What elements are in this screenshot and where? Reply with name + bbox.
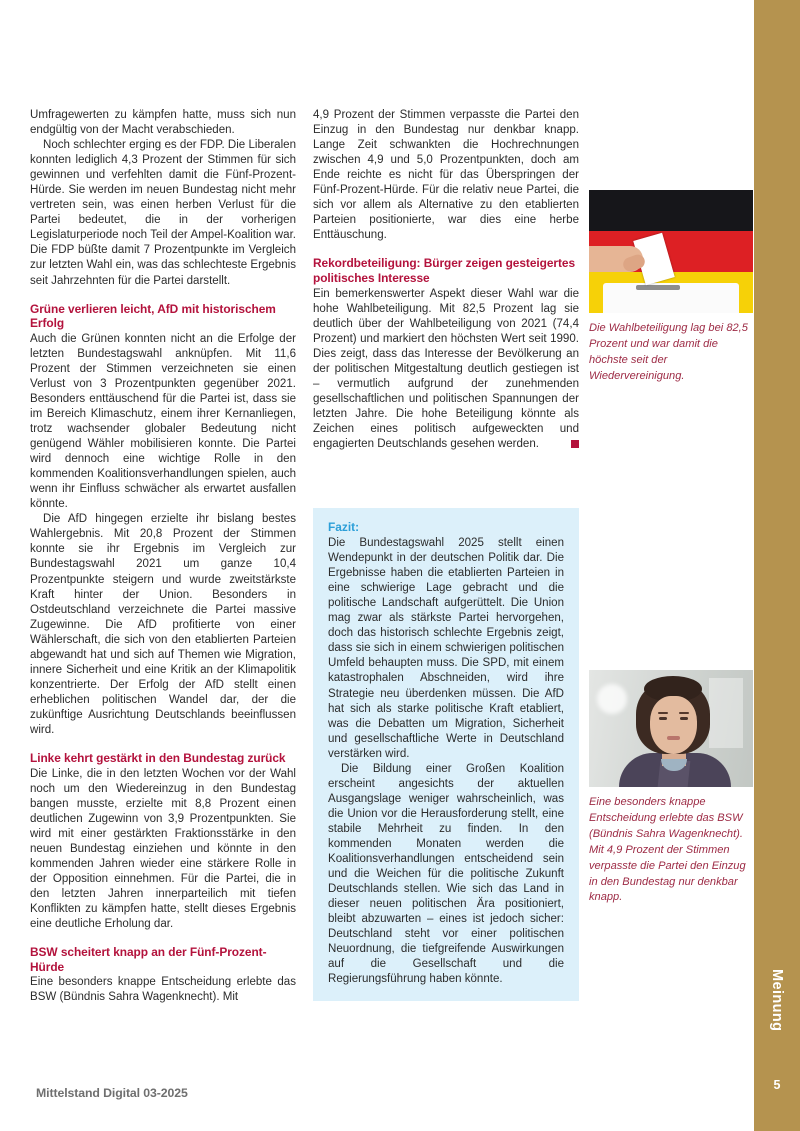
fazit-title: Fazit:	[328, 520, 360, 534]
sahra-wagenknecht-photo	[589, 670, 753, 787]
flag-stripe-black	[589, 190, 753, 231]
paragraph-fdp-intro: Umfragewerten zu kämpfen hatte, muss sich nun endgültig von der Macht verabschieden.	[30, 109, 296, 137]
heading-bsw: BSW scheitert knapp an der Fünf-Prozent-Hürde	[30, 945, 267, 974]
portrait-image-caption: Eine besonders knappe Entscheidung erlebte das BSW (Bündnis Sahra Wagenknecht). Mit 4,9 Prozent der Stimmen verpasste die Partei den Einzug in den Bundestag nur denkbar knapp.	[589, 796, 746, 904]
rail-ballot-block	[589, 190, 753, 385]
fazit-callout-box	[313, 508, 579, 1001]
square-end-icon	[571, 440, 579, 448]
paragraph-fdp: Noch schlechter erging es der FDP. Die Liberalen konnten lediglich 4,3 Prozent der Stimmen für sich gewinnen und verfehlten damit die Fünf-Prozent-Hürde. Sie werden im neuen Bundestag nicht mehr vertreten sein, was einen herben Verlust für die Partei bedeutet, die in der vorherigen Legislaturperiode noch Teil der Ampel-Koalition war. Die FDP büßte damit 7 Prozentpunkte im Vergleich zur letzten Wahl ein, was das schlechteste Ergebnis seit Jahrzehnten für die Partei darstellt.	[30, 139, 296, 287]
fazit-paragraph-1: Die Bundestagswahl 2025 stellt einen Wendepunkt in der deutschen Politik dar. Die Ergebnisse haben die etablierten Parteien in eine schwierige Lage gebracht und die politische Landschaft aufgerüttelt. Die Union mag zwar als stärkste Partei hervorgehen, doch das historisch schlechte Ergebnis zeigt, dass sie sich in einem schwierigen politischen Umfeld behaupten muss. Die SPD, mit einem katastrophalen Abschneiden, wird ihre Strategie neu überdenken müssen. Die AfD hat sich als starke politische Kraft etabliert, was die Debatten um Migration, Sicherheit und gesellschaftliche Werte in Deutschland verstärken wird.	[328, 537, 564, 760]
paragraph-bsw-continued: 4,9 Prozent der Stimmen verpasste die Partei den Einzug in den Bundestag nur denkbar knapp. Lange Zeit schwankten die Hochrechnungen zwischen 4,9 und 5,0 Prozentpunkten, doch am Ende reichte es nicht für das Überspringen der Fünf-Prozent-Hürde. Für die relativ neue Partei, die sich vor allem als Alternative zu den etablierten Parteien positionierte, war dies eine herbe Enttäuschung.	[313, 109, 579, 242]
portrait-lips	[667, 736, 680, 740]
section-tab-label: Meinung	[769, 968, 785, 1032]
portrait-bokeh-light	[597, 684, 627, 714]
portrait-eyebrow-right	[679, 712, 689, 714]
portrait-face	[650, 696, 697, 754]
heading-gruene-afd: Grüne verlieren leicht, AfD mit historischem Erfolg	[30, 301, 276, 331]
ballot-image-caption: Die Wahlbeteiligung lag bei 82,5 Prozent und war damit die höchste seit der Wiedervereinigung.	[589, 322, 748, 382]
german-flag-ballot-image	[589, 190, 753, 313]
article-column-right	[313, 108, 579, 452]
ballot-slot-shape	[636, 285, 680, 290]
portrait-eyebrow-left	[658, 712, 668, 714]
portrait-eye-right	[680, 717, 688, 720]
paragraph-bsw: Eine besonders knappe Entscheidung erlebte das BSW (Bündnis Sahra Wagenknecht). Mit	[30, 976, 296, 1004]
paragraph-linke: Die Linke, die in den letzten Wochen vor der Wahl noch um den Wiedereinzug in den Bundestag bangen musste, erzielte mit 8,8 Prozent einen deutlichen Zugewinn von 3,9 Prozentpunkten. Sie wird mit einer gestärkten Fraktionsstärke in den neuen Bundestag einziehen und könnte in den kommenden Jahren wieder eine stärkere Rolle in der Opposition einnehmen. Für die Partei, die in den letzten Jahren innerparteilich mit tiefen Konflikten zu kämpfen hatte, stellt dieses Ergebnis eine deutliche Erholung dar.	[30, 767, 296, 931]
rail-portrait-block	[589, 670, 753, 906]
article-column-left	[30, 108, 296, 1005]
footer-publication-label: Mittelstand Digital 03-2025	[36, 1086, 188, 1100]
section-tab-page-number: 5	[773, 1078, 781, 1092]
heading-linke: Linke kehrt gestärkt in den Bundestag zurück	[30, 751, 286, 766]
portrait-window-light	[709, 678, 743, 748]
heading-rekordbeteiligung: Rekordbeteiligung: Bürger zeigen gesteigertes politisches Interesse	[313, 256, 576, 286]
paragraph-rekordbeteiligung: Ein bemerkenswerter Aspekt dieser Wahl war die hohe Wahlbeteiligung. Mit 82,5 Prozent lag sie deutlich über der Wahlbeteiligung von 2021 (74,4 Prozent) und markiert den höchsten Wert seit 1990. Dies zeigt, dass das Interesse der Bevölkerung an der politischen Mitgestaltung deutlich gestiegen ist – vermutlich aufgrund der zunehmenden gesellschaftlichen und politischen Spannungen der letzten Jahre. Die hohe Beteiligung könnte als Zeichen eines politisch aufgeweckten und engagierten Deutschlands gesehen werden.	[313, 287, 579, 451]
section-tab-meinung	[754, 0, 800, 1131]
paragraph-afd: Die AfD hingegen erzielte ihr bislang bestes Wahlergebnis. Mit 20,8 Prozent der Stimmen konnte sie ihr Ergebnis im Vergleich zur Bundestagswahl 2021 um ganze 10,4 Prozentpunkte steigern und wurde zweitstärkste Kraft hinter der Union. Besonders in Ostdeutschland verzeichnete die Partei massive Zugewinne. Die AfD profitierte von einer Wählerschaft, die sich von den etablierten Parteien abgewandt hat und sich auf Themen wie Migration, innere Sicherheit und eine Kritik an der Klimapolitik konzentrierte. Der Erfolg der AfD stellt einen erheblichen politischen Wandel dar, der die zukünftige Ausrichtung Deutschlands beeinflussen wird.	[30, 513, 296, 736]
paragraph-gruene: Auch die Grünen konnten nicht an die Erfolge der letzten Bundestagswahl anknüpfen. Mit 11,6 Prozent der Stimmen verzeichneten sie einen Verlust von 3 Prozentpunkten gegenüber 2021. Besonders enttäuschend für die Partei ist, dass sie im Bereich Klimaschutz, einem ihrer Kernanliegen, trotz wachsender globaler Bedeutung nicht genügend Wähler mobilisieren konnte. Die Partei wird dennoch eine wichtige Rolle in den kommenden Koalitionsverhandlungen spielen, auch wenn ihr Einfluss schwächer als erwartet ausfallen könnte.	[30, 332, 296, 511]
portrait-eye-left	[659, 717, 667, 720]
fazit-paragraph-2: Die Bildung einer Großen Koalition erscheint angesichts der aktuellen Ausgangslage weniger wahrscheinlich, was die Union vor die Herausforderung stellt, eine stabile Mehrheit zu finden. In den kommenden Monaten werden die Koalitionsverhandlungen entscheidend sein und die Weichen für die politische Zukunft Deutschlands stellen. Wie sich das Land in dieser neuen politischen Ära positioniert, bleibt abzuwarten – eines ist jedoch sicher: Deutschland steht vor einer politischen Neuordnung, die tiefgreifende Auswirkungen auf die Gesellschaft und die Regierungsführung haben könnte.	[328, 762, 564, 986]
